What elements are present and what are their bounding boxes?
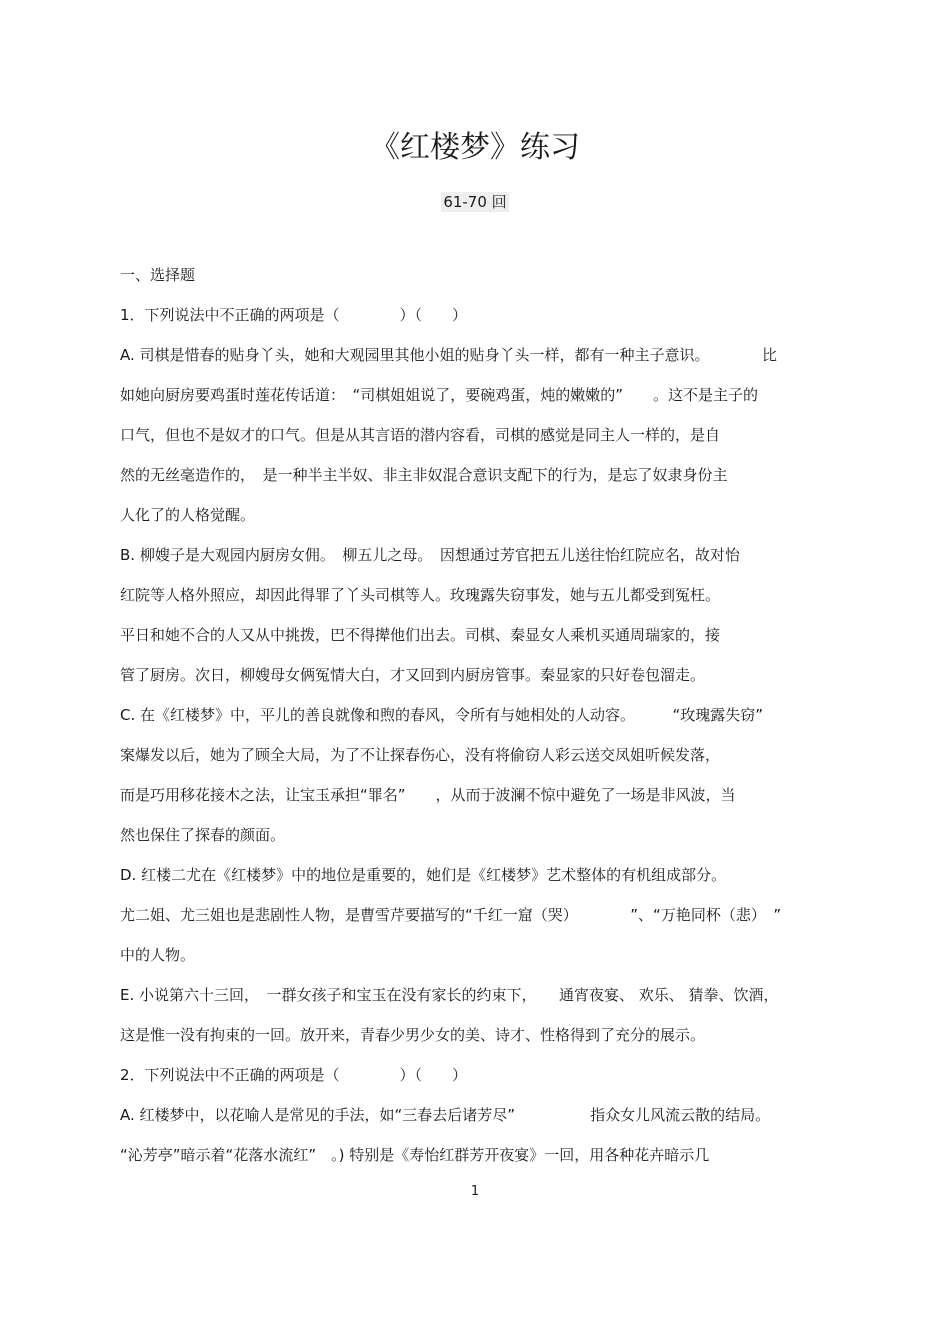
question-1-stem: 1．下列说法中不正确的两项是（ ）（ ） (120, 306, 468, 324)
section-heading: 一、选择题 (120, 266, 196, 284)
question-1-option-a-line: 如她向厨房要鸡蛋时莲花传话道： “司棋姐姐说了，要碗鸡蛋，炖的嫩嫩的” 。这不是主子的 (120, 386, 759, 404)
page-number: 1 (470, 1184, 480, 1199)
question-1-option-a-line: 人化了的人格觉醒。 (120, 506, 256, 524)
question-1-option-c-line: 案爆发以后，她为了顾全大局，为了不让探春伤心，没有将偷窃人彩云送交凤姐听候发落， (120, 746, 721, 764)
question-1-option-d-line: 尤二姐、尤三姐也是悲剧性人物，是曹雪芹要描写的“千红一窟（哭） ”、“万艳同杯（悲） ” (120, 906, 782, 924)
question-1-option-e-line: 这是惟一没有拘束的一回。放开来，青春少男少女的美、诗才、性格得到了充分的展示。 (120, 1026, 706, 1044)
question-1-option-b-line: B. 柳嫂子是大观园内厨房女佣。 柳五儿之母。 因想通过芳官把五儿送往怡红院应名，故对怡 (120, 546, 740, 564)
question-2-option-a-line: A. 红楼梦中，以花喻人是常见的手法，如“三春去后诸芳尽” 指众女儿风流云散的结局。 (120, 1106, 771, 1124)
question-1-option-d-line: D. 红楼二尤在《红楼梦》中的地位是重要的，她们是《红楼梦》艺术整体的有机组成部分。 (120, 866, 727, 884)
question-1-option-a-line: 口气，但也不是奴才的口气。但是从其言语的潜内容看，司棋的感觉是同主人一样的，是自 (120, 426, 721, 444)
question-1-option-a-line: 然的无丝毫造作的， 是一种半主半奴、非主非奴混合意识支配下的行为，是忘了奴隶身份主 (120, 466, 728, 484)
question-2-stem: 2．下列说法中不正确的两项是（ ）（ ） (120, 1066, 468, 1084)
question-1-option-b-line: 红院等人格外照应，却因此得罪了丫头司棋等人。玫瑰露失窃事发，她与五儿都受到冤枉。 (120, 586, 721, 604)
chapter-range (0, 192, 950, 212)
question-2-option-a-line: “沁芳亭”暗示着“花落水流红” 。) 特别是《寿怡红群芳开夜宴》一回，用各种花卉暗示几 (120, 1146, 710, 1164)
question-1-option-a-line: A. 司棋是惜春的贴身丫头，她和大观园里其他小姐的贴身丫头一样，都有一种主子意识。 比 (120, 346, 778, 364)
question-1-option-c-line: C. 在《红楼梦》中，平儿的善良就像和煦的春风，令所有与她相处的人动容。 “玫瑰露失窃” (120, 706, 764, 724)
question-1-option-e-line: E. 小说第六十三回， 一群女孩子和宝玉在没有家长的约束下， 通宵夜宴、 欢乐、 猜拳、饮酒， (120, 986, 779, 1004)
question-1-option-d-line: 中的人物。 (120, 946, 196, 964)
question-1-option-b-line: 管了厨房。次日，柳嫂母女俩冤情大白，才又回到内厨房管事。秦显家的只好卷包溜走。 (120, 666, 706, 684)
question-1-option-c-line: 然也保住了探春的颜面。 (120, 826, 286, 844)
chapter-range-text: 61-70 回 (443, 193, 507, 211)
question-1-option-c-line: 而是巧用移花接木之法，让宝玉承担“罪名” ，从而于波澜不惊中避免了一场是非风波，当 (120, 786, 736, 804)
question-1-option-b-line: 平日和她不合的人又从中挑拨，巴不得撵他们出去。司棋、秦显女人乘机买通周瑞家的，接 (120, 626, 721, 644)
page-title: 《红楼梦》练习 (370, 130, 580, 165)
